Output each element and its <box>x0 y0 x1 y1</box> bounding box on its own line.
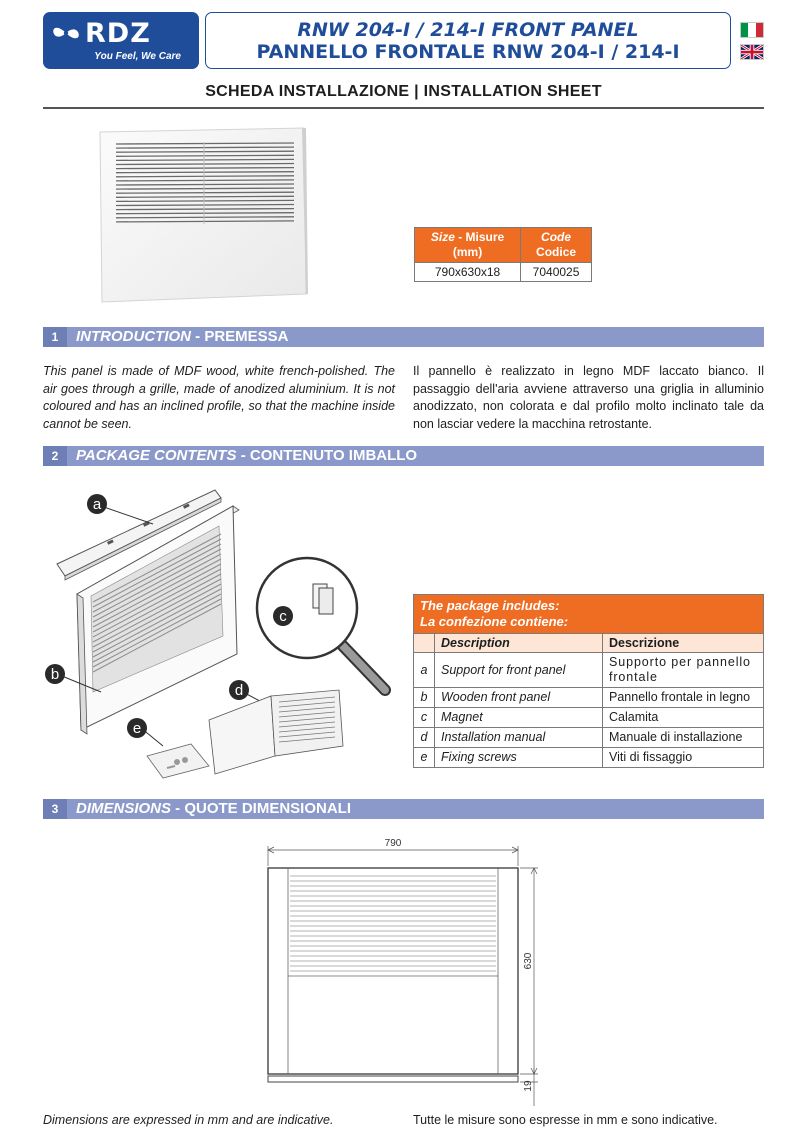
section-bar-dimensions <box>43 799 764 819</box>
document-title <box>205 12 731 69</box>
item-italian: Calamita <box>603 708 764 728</box>
front-panel-photo <box>96 126 310 304</box>
table-row <box>414 748 764 768</box>
section-bar-introduction <box>43 327 764 347</box>
description-header-english: Description <box>435 634 603 653</box>
uk-flag-icon[interactable] <box>740 44 764 60</box>
key-header <box>414 634 435 653</box>
title-english: RNW 204-I / 214-I FRONT PANEL <box>297 19 639 41</box>
title-divider <box>43 107 764 109</box>
table-row <box>414 688 764 708</box>
package-table-caption: The package includes: La confezione contiene: <box>414 595 764 634</box>
callout-letter: e <box>132 720 142 737</box>
section-bar-package-contents <box>43 446 764 466</box>
section-number: 2 <box>43 446 67 466</box>
item-english: Wooden front panel <box>435 688 603 708</box>
item-key: d <box>414 728 435 748</box>
section-number: 3 <box>43 799 67 819</box>
item-english: Installation manual <box>435 728 603 748</box>
table-row <box>414 653 764 688</box>
manual-drawing <box>209 690 343 774</box>
dimension-drawing <box>262 836 552 1114</box>
front-panel-drawing <box>77 506 239 734</box>
item-key: b <box>414 688 435 708</box>
size-header: Size - Misure (mm) <box>415 228 521 263</box>
callout-b <box>45 664 65 684</box>
intro-text-italian: Il pannello è realizzato in legno MDF laccato bianco. Il passaggio dell'aria avviene attraverso una griglia in alluminio anodizzato, non colorata e dal profilo molto inclinato tale da non lasciar vedere la macchina retrostante. <box>413 364 764 431</box>
table-row <box>414 708 764 728</box>
callout-letter: c <box>279 608 287 625</box>
fan-logo-icon <box>51 22 81 44</box>
rdz-logo <box>43 12 199 69</box>
section-title: INTRODUCTION - PREMESSA <box>76 328 289 345</box>
section-title: PACKAGE CONTENTS - CONTENUTO IMBALLO <box>76 447 418 464</box>
callout-a <box>87 494 107 514</box>
description-header-italian: Descrizione <box>603 634 764 653</box>
package-contents-table <box>413 594 764 768</box>
section-number: 1 <box>43 327 67 347</box>
item-italian: Manuale di installazione <box>603 728 764 748</box>
item-italian: Supporto per pannello frontale <box>603 653 764 688</box>
depth-label: 19 <box>523 1080 534 1092</box>
item-key: c <box>414 708 435 728</box>
item-english: Magnet <box>435 708 603 728</box>
sheet-title: SCHEDA INSTALLAZIONE | INSTALLATION SHEET <box>205 83 602 100</box>
brand-name: RDZ <box>85 18 151 49</box>
callout-d <box>229 680 249 700</box>
item-italian: Viti di fissaggio <box>603 748 764 768</box>
item-key: a <box>414 653 435 688</box>
callout-e <box>127 718 147 738</box>
table-row <box>414 728 764 748</box>
size-value: 790x630x18 <box>415 263 521 282</box>
magnifier-magnet-drawing <box>257 558 385 690</box>
callout-c <box>273 606 293 626</box>
screws-bag-drawing <box>147 744 209 778</box>
italian-flag-icon[interactable] <box>740 22 764 38</box>
brand-tagline: You Feel, We Care <box>94 51 181 62</box>
package-contents-illustration <box>43 484 409 782</box>
title-italian: PANNELLO FRONTALE RNW 204-I / 214-I <box>256 41 680 63</box>
height-label: 630 <box>523 952 534 970</box>
callout-letter: b <box>50 666 60 683</box>
item-english: Support for front panel <box>435 653 603 688</box>
callout-letter: d <box>234 682 244 699</box>
item-english: Fixing screws <box>435 748 603 768</box>
code-value: 7040025 <box>521 263 592 282</box>
section-title: DIMENSIONS - QUOTE DIMENSIONALI <box>76 800 352 817</box>
item-italian: Pannello frontale in legno <box>603 688 764 708</box>
callout-letter: a <box>92 496 102 513</box>
dimensions-note-english: Dimensions are expressed in mm and are indicative. <box>43 1113 334 1127</box>
size-code-table <box>414 227 592 282</box>
dimensions-note-italian: Tutte le misure sono espresse in mm e sono indicative. <box>413 1113 718 1127</box>
width-label: 790 <box>384 838 402 849</box>
item-key: e <box>414 748 435 768</box>
intro-text-english: This panel is made of MDF wood, white french-polished. The air goes through a grille, made of anodized aluminium. It is not coloured and has an inclined profile, so that the machine inside cannot be seen. <box>43 364 395 431</box>
code-header: Code Codice <box>521 228 592 263</box>
